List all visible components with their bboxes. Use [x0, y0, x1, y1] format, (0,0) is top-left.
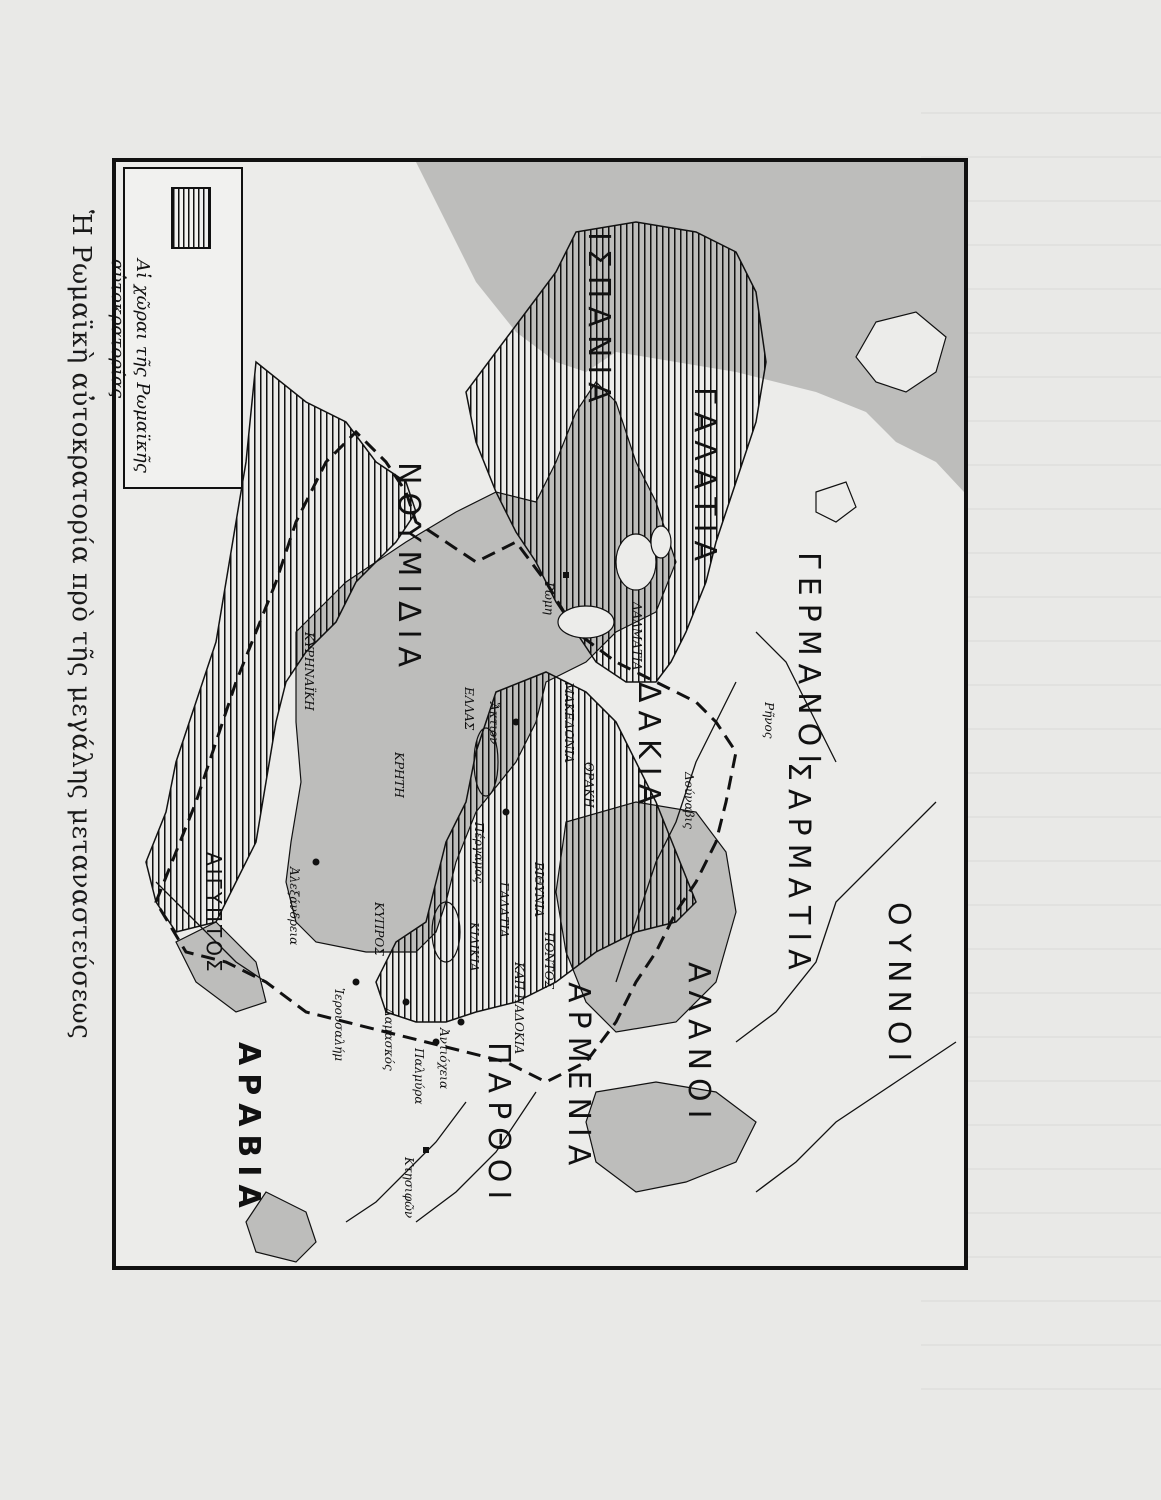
- label-kyrenaike: ΚΥΡΗΝΑΪΚΗ: [302, 632, 316, 711]
- label-kappadokia: ΚΑΠ-ΠΑΔΟΚΙΑ: [512, 962, 526, 1055]
- label-makedonia: ΜΑΚΕΔΟΝΙΑ: [562, 682, 576, 764]
- label-hispania: ΙΣΠΑΝΙΑ: [581, 232, 616, 411]
- label-pergamos: Πέργαμος: [472, 822, 486, 883]
- marker-antiocheia: [458, 1019, 465, 1026]
- island-cyprus: [432, 902, 460, 962]
- label-alexandreia: Ἀλεξάνδρεια: [287, 867, 301, 946]
- label-bithynia: ΒΙΘΥΝΙΑ: [532, 862, 546, 918]
- river-tigris: [416, 1092, 536, 1222]
- label-hellas: ΕΛΛΑΣ: [462, 687, 476, 731]
- label-parthoi: ΠΑΡΘΟΙ: [481, 1042, 516, 1208]
- caspian-sea: [586, 1082, 756, 1192]
- river-volga: [756, 1042, 956, 1192]
- marker-pergamos: [503, 809, 510, 816]
- label-kilikia: ΚΙΛΙΚΙΑ: [467, 922, 481, 972]
- label-ierousalem: Ἱερουσαλήμ: [332, 988, 346, 1062]
- label-ktesiphon: Κτησιφῶν: [402, 1157, 416, 1219]
- marker-aktion: [513, 719, 520, 726]
- marker-ktesiphon: [423, 1147, 429, 1153]
- ireland: [816, 482, 856, 522]
- island-corsica: [651, 526, 671, 558]
- label-pontos: ΠΟΝΤΟΣ: [542, 932, 556, 990]
- marker-alexandreia: [313, 859, 320, 866]
- label-arabia: ΑΡΑΒΙΑ: [231, 1042, 266, 1216]
- label-rome: Ρώμη: [542, 582, 556, 615]
- label-armenia: ΑΡΜΕΝΙΑ: [561, 982, 596, 1174]
- island-sicily: [558, 606, 614, 638]
- label-dalmatia: ΔΑΛΜΑΤΙΑ: [630, 602, 644, 671]
- label-damaskos: Δαμασκός: [382, 1008, 396, 1071]
- label-river-dounavis: Δούναβις: [682, 772, 696, 829]
- label-alanoi: ΑΛΑΝΟΙ: [681, 962, 716, 1127]
- legend-hatch-swatch: [171, 187, 211, 249]
- island-sardinia: [616, 534, 656, 590]
- label-river-rhenos: Ρῆνος: [762, 702, 776, 739]
- map-legend: [107, 167, 243, 489]
- label-palmyra: Παλμύρα: [412, 1048, 426, 1105]
- marker-ierousalem: [353, 979, 360, 986]
- label-ounnoi: ΟΥΝΝΟΙ: [881, 902, 916, 1070]
- label-dakia: ΔΑΚΙΑ: [631, 682, 666, 813]
- legend-line-2: αὐτοκρατορίας: [107, 259, 128, 399]
- label-sarmatia: ΣΑΡΜΑΤΙΑ: [781, 762, 816, 978]
- label-krete: ΚΡΗΤΗ: [392, 752, 406, 798]
- label-thrake: ΘΡΑΚΗ: [582, 762, 596, 809]
- label-aigyptos: ΑΙΓΥΠΤΟΣ: [202, 852, 226, 975]
- legend-line-1: Αἱ χῶραι τῆς Ρωμαϊκῆς: [132, 259, 153, 473]
- label-antiocheia: Ἀντιόχεια: [437, 1028, 451, 1090]
- marker-rome: [563, 572, 569, 578]
- label-galatia-minor: ΓΑΛΑΤΙΑ: [497, 882, 511, 938]
- label-galatia: ΓΑΛΑΤΙΑ: [687, 387, 722, 569]
- label-noumidia: ΝΟΥΜΙΔΙΑ: [391, 462, 426, 676]
- label-kypros: ΚΥΠΡΟΣ: [372, 902, 386, 956]
- label-aktion: Ἄκτιον: [487, 702, 501, 745]
- marker-damaskos: [403, 999, 410, 1006]
- label-germanoi: ΓΕΡΜΑΝΟΙ: [791, 552, 826, 772]
- map-frame[interactable]: [107, 158, 968, 1270]
